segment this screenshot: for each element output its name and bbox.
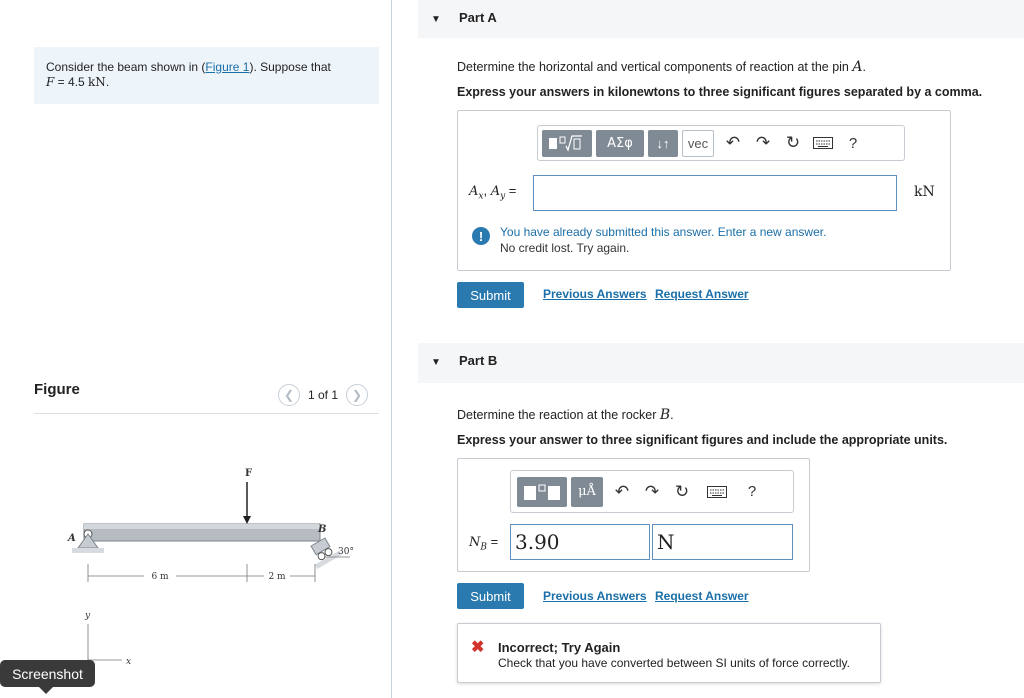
template-icon (547, 134, 587, 152)
screenshot-tag[interactable]: Screenshot (0, 660, 95, 687)
reset-icon[interactable]: ↻ (674, 481, 690, 501)
chevron-left-icon[interactable]: ❮ (278, 384, 300, 406)
part-b-submit-button[interactable]: Submit (457, 583, 524, 609)
pager-text: 1 of 1 (308, 388, 339, 402)
point-b-label: B (318, 524, 327, 535)
part-a-instruction: Express your answers in kilonewtons to three significant figures separated by a comma. (457, 85, 983, 99)
axis-y-label: y (85, 611, 91, 621)
angle-label: 30° (338, 547, 354, 557)
units-button[interactable]: μÅ (571, 477, 603, 507)
figure-title: Figure (34, 381, 80, 398)
undo-icon[interactable]: ↶ (614, 481, 630, 501)
part-b-value-input[interactable]: 3.90 (510, 524, 650, 560)
part-a-feedback: You have already submitted this answer. Enter a new answer. No credit lost. Try again. (500, 225, 827, 255)
part-b-answer-label: $N_B$ = (469, 534, 499, 553)
help-icon[interactable]: ? (747, 483, 757, 500)
dimension-right-label: 2 m (268, 572, 286, 582)
part-a-answer-label: $A_x$, $A_y$ = (469, 183, 517, 202)
help-icon[interactable]: ? (848, 134, 858, 152)
part-b-toolbar (510, 470, 794, 513)
error-x-icon: ✖ (471, 639, 485, 656)
point-a-label: A (68, 533, 76, 544)
template-button[interactable] (542, 130, 592, 157)
dimension-left-label: 6 m (151, 572, 169, 582)
beam-highlight (84, 524, 320, 529)
sort-button[interactable]: ↓↑ (648, 130, 678, 157)
beam-figure (60, 460, 370, 675)
problem-statement: Consider the beam shown in (Figure 1). Suppose that F = 4.5 kN. (34, 47, 379, 104)
greek-symbols-button[interactable]: ΑΣφ (596, 130, 644, 157)
redo-icon[interactable]: ↷ (755, 133, 771, 152)
part-a-unit: kN (914, 184, 935, 200)
collapse-triangle-icon[interactable]: ▼ (431, 14, 441, 25)
figure-pager (278, 384, 368, 406)
part-b-question: Determine the reaction at the rocker B. (457, 407, 674, 423)
axis-x-label: x (126, 657, 132, 667)
chevron-right-icon[interactable]: ❯ (346, 384, 368, 406)
redo-icon[interactable]: ↷ (644, 481, 660, 501)
alert-icon: ! (472, 227, 490, 245)
keyboard-icon[interactable] (808, 130, 838, 157)
result-message: Check that you have converted between SI units of force correctly. (498, 656, 850, 670)
part-b-unit-input[interactable]: N (652, 524, 793, 560)
screenshot-tag-pointer (38, 686, 54, 696)
ground-a (72, 548, 104, 553)
reset-icon[interactable]: ↻ (785, 133, 801, 152)
part-b-title: Part B (459, 353, 498, 368)
part-b-instruction: Express your answer to three significant figures and include the appropriate units. (457, 433, 948, 447)
part-a-toolbar (537, 125, 905, 161)
units-template-icon (521, 482, 563, 502)
force-arrow-head (243, 516, 251, 524)
part-a-title: Part A (459, 10, 497, 25)
figure-link[interactable]: Figure 1 (205, 60, 250, 74)
part-b-request-answer-link[interactable]: Request Answer (655, 589, 749, 603)
part-a-header[interactable] (418, 0, 1024, 38)
part-a-previous-answers-link[interactable]: Previous Answers (543, 287, 647, 301)
divider (34, 413, 379, 414)
vec-button[interactable]: vec (682, 130, 714, 157)
undo-icon[interactable]: ↶ (725, 133, 741, 152)
part-a-question: Determine the horizontal and vertical components of reaction at the pin A. (457, 59, 866, 75)
result-title: Incorrect; Try Again (498, 640, 621, 655)
part-a-submit-button[interactable]: Submit (457, 282, 524, 308)
part-b-previous-answers-link[interactable]: Previous Answers (543, 589, 647, 603)
collapse-triangle-icon[interactable]: ▼ (431, 357, 441, 368)
units-template-button[interactable] (517, 477, 567, 507)
part-a-request-answer-link[interactable]: Request Answer (655, 287, 749, 301)
force-label: F (245, 468, 253, 479)
part-a-answer-input[interactable] (533, 175, 897, 211)
keyboard-icon[interactable] (697, 478, 737, 505)
part-b-header[interactable] (418, 343, 1024, 383)
